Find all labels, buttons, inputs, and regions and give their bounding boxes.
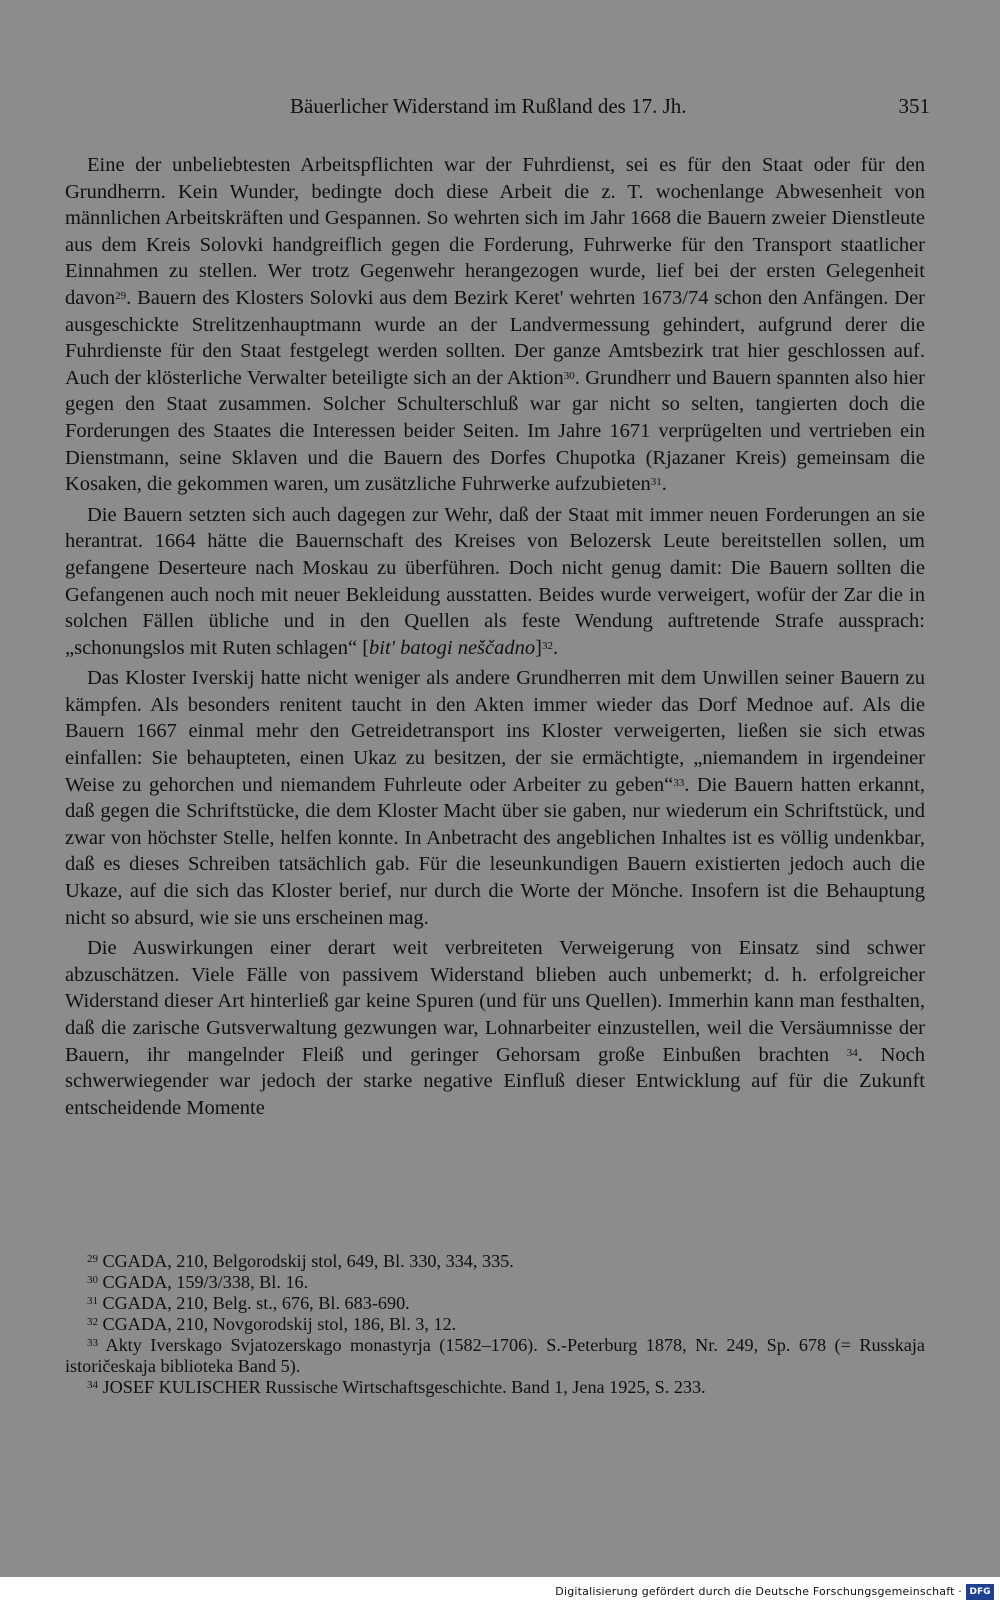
paragraph-text: Das Kloster Iverskij hatte nicht weniger als andere Grundherren mit dem Unwillen seiner Bauern zu kämpfen. Als besonders renitent taucht in den Akten immer wieder das Dorf Mednoe auf. Als die Bauern 1667 einmal mehr den Getreidetransport ins Kloster verweigerten, ließen sie sich etwas einfallen: Sie behaupteten, einen Ukaz zu besitzen, der sie ermächtigte, „niemandem in irgendeiner Weise zu gehorchen und niemandem Fuhrleute oder Arbeiter zu geben“ [65,667,925,796]
footnote-number: 32 [87,1316,98,1328]
paragraph-text: . Grundherr und Bauern spannten also hier gegen den Staat zusammen. Solcher Schulterschluß war gar nicht so selten, tangierten doch die Forderungen des Staates die Interessen beider Seiten. Im Jahre 1671 verprügelten und vertrieben ein Dienstmann, seine Sklaven und die Bauern des Dorfes Chupotka (Rjazaner Kreis) gemeinsam die Kosaken, die gekommen waren, um zusätzliche Fuhrwerke aufzubieten [65,366,925,496]
italic-term: bit' batogi neščadno [369,636,536,659]
page-header [60,90,930,120]
dfg-logo: DFG [966,1584,994,1600]
footnote-number: 30 [87,1274,98,1286]
paragraph-text: . Noch schwerwiegender war jedoch der starke negative Einfluß dieser Entwicklung auf für die Zukunft entscheidende Momente [65,1043,925,1119]
footnote-29 [65,1251,925,1272]
paragraph-text: Eine der unbeliebtesten Arbeitspflichten war der Fuhrdienst, sei es für den Staat oder für den Grundherrn. Kein Wunder, bedingte doch diese Arbeit die z. T. wochenlange Abwesenheit von männlichen Arbeitskräften und Gespannen. So wehrten sich im Jahr 1668 die Bauern zweier Dienstleute aus dem Kreis Solovki handgreiflich gegen die Forderung, Fuhrwerke für den Transport staatlicher Einnahmen zu stellen. Wer trotz Gegenwehr herangezogen wurde, lief bei der ersten Gelegenheit davon [65,154,925,309]
footnote-30 [65,1272,925,1293]
footnote-number: 31 [87,1295,98,1307]
footnote-number: 34 [87,1379,98,1391]
paragraph-text: . [552,636,559,659]
paragraph-1 [65,152,925,498]
footnotes [65,1251,925,1398]
credit-bar [0,1577,1000,1607]
footnote-ref-29: 29 [115,289,127,302]
footnote-text: CGADA, 159/3/338, Bl. 16. [102,1272,309,1292]
footnote-33 [65,1335,925,1377]
footnote-text: CGADA, 210, Belgorodskij stol, 649, Bl. 330, 334, 335. [102,1251,514,1271]
running-title: Bäuerlicher Widerstand im Rußland des 17. Jh. [290,94,687,118]
footnote-ref-33: 33 [673,776,685,789]
paragraph-3 [65,665,925,931]
footnote-number: 29 [87,1253,98,1265]
paragraph-text: . [661,473,667,496]
funding-credit: Digitalisierung gefördert durch die Deutsche Forschungsgemeinschaft · [555,1585,962,1598]
footnote-number: 33 [87,1337,98,1349]
footnote-text: CGADA, 210, Belg. st., 676, Bl. 683-690. [102,1293,410,1313]
footnote-ref-31: 31 [650,476,662,489]
footnote-ref-32: 32 [541,639,553,652]
footnote-text: Akty Iverskago Svjatozerskago monastyrja (1582–1706). S.-Peterburg 1878, Nr. 249, Sp. 678 (= Russkaja istoričeskaja biblioteka Band 5). [65,1335,925,1376]
paragraph-text: ] [535,636,542,659]
paragraph-text: Die Auswirkungen einer derart weit verbreiteten Verweigerung von Einsatz sind schwer abzuschätzen. Viele Fälle von passivem Widerstand blieben auch unbemerkt; d. h. erfolgreicher Widerstand dieser Art hinterließ gar keine Spuren (und für uns Quellen). Immerhin kann man festhalten, daß die zarische Gutsverwaltung gezwungen war, Lohnarbeiter einzustellen, weil die Versäumnisse der Bauern, ihr mangelnder Fleiß und geringer Gehorsam große Einbußen brachten [65,937,925,1066]
paragraph-text: . Bauern des Klosters Solovki aus dem Bezirk Keret' wehrten 1673/74 schon den Anfängen. Der ausgeschickte Strelitzenhauptmann wurde an der Landvermessung gehindert, aufgrund derer die Fuhrdienste für den Staat festgelegt werden sollten. Der ganze Amtsbezirk trat hier geschlossen auf. Auch der klösterliche Verwalter beteiligte sich an der Aktion [65,286,925,389]
body-text [65,152,925,1125]
paragraph-4 [65,935,925,1121]
page-number: 351 [898,94,930,118]
footnote-31 [65,1293,925,1314]
footnote-ref-34: 34 [846,1046,858,1059]
footnote-32 [65,1314,925,1335]
footnote-text: JOSEF KULISCHER Russische Wirtschaftsgeschichte. Band 1, Jena 1925, S. 233. [102,1377,706,1397]
footnote-ref-30: 30 [563,369,575,382]
paragraph-text: Die Bauern setzten sich auch dagegen zur Wehr, daß der Staat mit immer neuen Forderungen an sie herantrat. 1664 hätte die Bauernschaft des Kreises von Belozersk Leute bereitstellen sollen, um gefangene Deserteure nach Moskau zu überführen. Doch nicht genug damit: Die Bauern sollten die Gefangenen auch noch mit neuer Bekleidung ausstatten. Beides wurde verweigert, wofür der Zar die in solchen Fällen übliche und in den Quellen als feste Wendung auftretende Strafe aussprach: „schonungslos mit Ruten schlagen“ [ [65,503,925,659]
paragraph-text: . Die Bauern hatten erkannt, daß gegen die Schriftstücke, die dem Kloster Macht über sie gaben, nur wiederum ein Schriftstück, und zwar von höchster Stelle, helfen konnte. In Anbetracht des angeblichen Inhaltes ist es völlig undenkbar, daß es dieses Schreiben tatsächlich gab. Für die leseunkundigen Bauern existierten jedoch auch die Ukaze, auf die sich das Kloster berief, nur durch die Worte der Mönche. Insofern ist die Behauptung nicht so absurd, wie sie uns erscheinen mag. [65,773,925,929]
footnote-text: CGADA, 210, Novgorodskij stol, 186, Bl. 3, 12. [102,1314,457,1334]
paragraph-2 [65,502,925,662]
footnote-34 [65,1377,925,1398]
